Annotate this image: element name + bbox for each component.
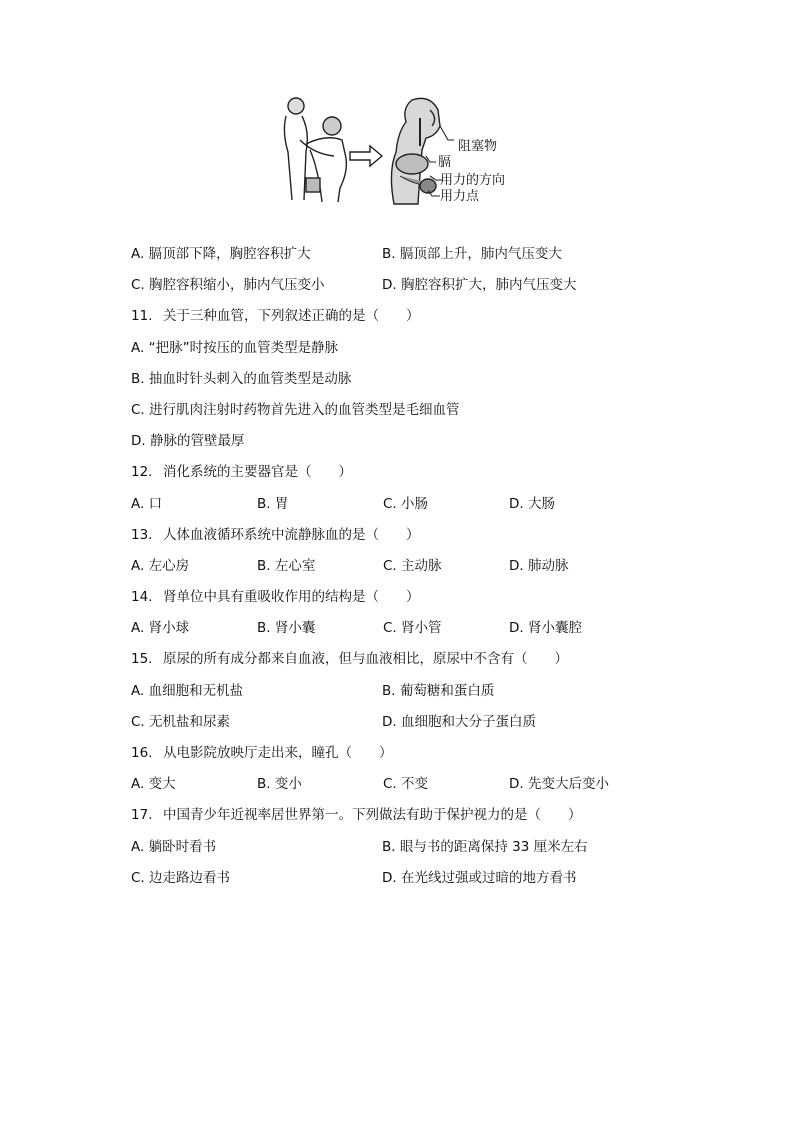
option-row bbox=[131, 711, 691, 742]
question-stem bbox=[131, 586, 691, 617]
option-row bbox=[131, 493, 691, 524]
answer-option: A. 左心房 bbox=[131, 557, 190, 574]
question-stem bbox=[131, 461, 691, 492]
answer-option: C. 边走路边看书 bbox=[131, 869, 231, 886]
q10-option-row bbox=[131, 274, 691, 305]
question-stem bbox=[131, 804, 691, 835]
option-row bbox=[131, 430, 691, 461]
question-number: 13. bbox=[131, 526, 153, 543]
answer-option: A. 血细胞和无机盐 bbox=[131, 682, 244, 699]
answer-option: C. 肾小管 bbox=[383, 620, 442, 637]
torso-diagram bbox=[391, 98, 440, 204]
answer-option: B. 葡萄糖和蛋白质 bbox=[382, 682, 495, 699]
option-row bbox=[131, 773, 691, 804]
answer-option: C. 主动脉 bbox=[383, 557, 442, 574]
question-number: 11. bbox=[131, 308, 153, 325]
question-text: 中国青少年近视率居世界第一。下列做法有助于保护视力的是（ ） bbox=[163, 807, 582, 824]
option-row bbox=[131, 680, 691, 711]
label-force-point: 用力点 bbox=[440, 189, 480, 204]
question-stem bbox=[131, 742, 691, 773]
question-text: 从电影院放映厅走出来，瞳孔（ ） bbox=[163, 745, 393, 761]
label-obstruction: 阻塞物 bbox=[458, 139, 498, 154]
q10-option-a: A. 膈顶部下降，胸腔容积扩大 bbox=[131, 246, 311, 262]
answer-option: C. 无机盐和尿素 bbox=[131, 713, 231, 730]
question-text: 肾单位中具有重吸收作用的结构是（ ） bbox=[163, 589, 420, 606]
question-number: 17. bbox=[131, 807, 153, 824]
q10-option-row bbox=[131, 243, 691, 274]
question-number: 15. bbox=[131, 651, 153, 668]
label-force-direction: 用力的方向 bbox=[440, 173, 506, 188]
question-text: 原尿的所有成分都来自血液，但与血液相比，原尿中不含有（ ） bbox=[163, 651, 568, 668]
answer-option: B. 抽血时针头刺入的血管类型是动脉 bbox=[131, 370, 352, 387]
answer-option: D. 血细胞和大分子蛋白质 bbox=[382, 713, 536, 730]
question-text: 消化系统的主要器官是（ ） bbox=[163, 464, 352, 481]
label-diaphragm: 膈 bbox=[438, 155, 452, 170]
answer-option: D. 大肠 bbox=[509, 495, 555, 512]
question-text: 人体血液循环系统中流静脉血的是（ ） bbox=[163, 526, 420, 543]
option-row bbox=[131, 337, 691, 368]
answer-option: D. 肺动脉 bbox=[509, 557, 569, 574]
heimlich-maneuver-figure bbox=[270, 92, 530, 212]
answer-option: C. 不变 bbox=[383, 776, 429, 793]
question-stem bbox=[131, 648, 691, 679]
option-row bbox=[131, 867, 691, 898]
answer-option: B. 左心室 bbox=[257, 557, 316, 574]
answer-option: B. 胃 bbox=[257, 495, 289, 512]
answer-option: B. 眼与书的距离保持 33 厘米左右 bbox=[382, 838, 588, 855]
option-row bbox=[131, 399, 691, 430]
answer-option: A. 变大 bbox=[131, 776, 176, 793]
answer-option: D. 在光线过强或过暗的地方看书 bbox=[382, 869, 577, 886]
question-number: 16. bbox=[131, 745, 153, 761]
option-row bbox=[131, 836, 691, 867]
answer-option: A. “把脉”时按压的血管类型是静脉 bbox=[131, 339, 339, 356]
answer-option: D. 先变大后变小 bbox=[509, 776, 609, 793]
answer-option: A. 口 bbox=[131, 495, 163, 512]
questions-container bbox=[131, 305, 691, 898]
rescuer-victim-drawing bbox=[284, 98, 346, 202]
answer-option: A. 躺卧时看书 bbox=[131, 838, 217, 855]
question-list bbox=[131, 243, 691, 898]
answer-option: B. 肾小囊 bbox=[257, 620, 316, 637]
question-stem bbox=[131, 524, 691, 555]
question-text: 关于三种血管，下列叙述正确的是（ ） bbox=[163, 308, 420, 325]
answer-option: D. 静脉的管壁最厚 bbox=[131, 433, 245, 450]
answer-option: B. 变小 bbox=[257, 776, 302, 793]
option-row bbox=[131, 368, 691, 399]
answer-option: C. 进行肌肉注射时药物首先进入的血管类型是毛细血管 bbox=[131, 401, 460, 418]
q10-option-c: C. 胸腔容积缩小，肺内气压变小 bbox=[131, 277, 325, 294]
answer-option: C. 小肠 bbox=[383, 495, 429, 512]
option-row bbox=[131, 617, 691, 648]
question-stem bbox=[131, 305, 691, 336]
answer-option: D. 肾小囊腔 bbox=[509, 620, 582, 637]
option-row bbox=[131, 555, 691, 586]
q10-option-d: D. 胸腔容积扩大，肺内气压变大 bbox=[382, 277, 577, 294]
question-number: 12. bbox=[131, 464, 153, 481]
q10-option-b: B. 膈顶部上升，肺内气压变大 bbox=[382, 246, 562, 262]
right-arrow-icon bbox=[350, 146, 382, 166]
answer-option: A. 肾小球 bbox=[131, 620, 190, 637]
question-number: 14. bbox=[131, 589, 153, 606]
